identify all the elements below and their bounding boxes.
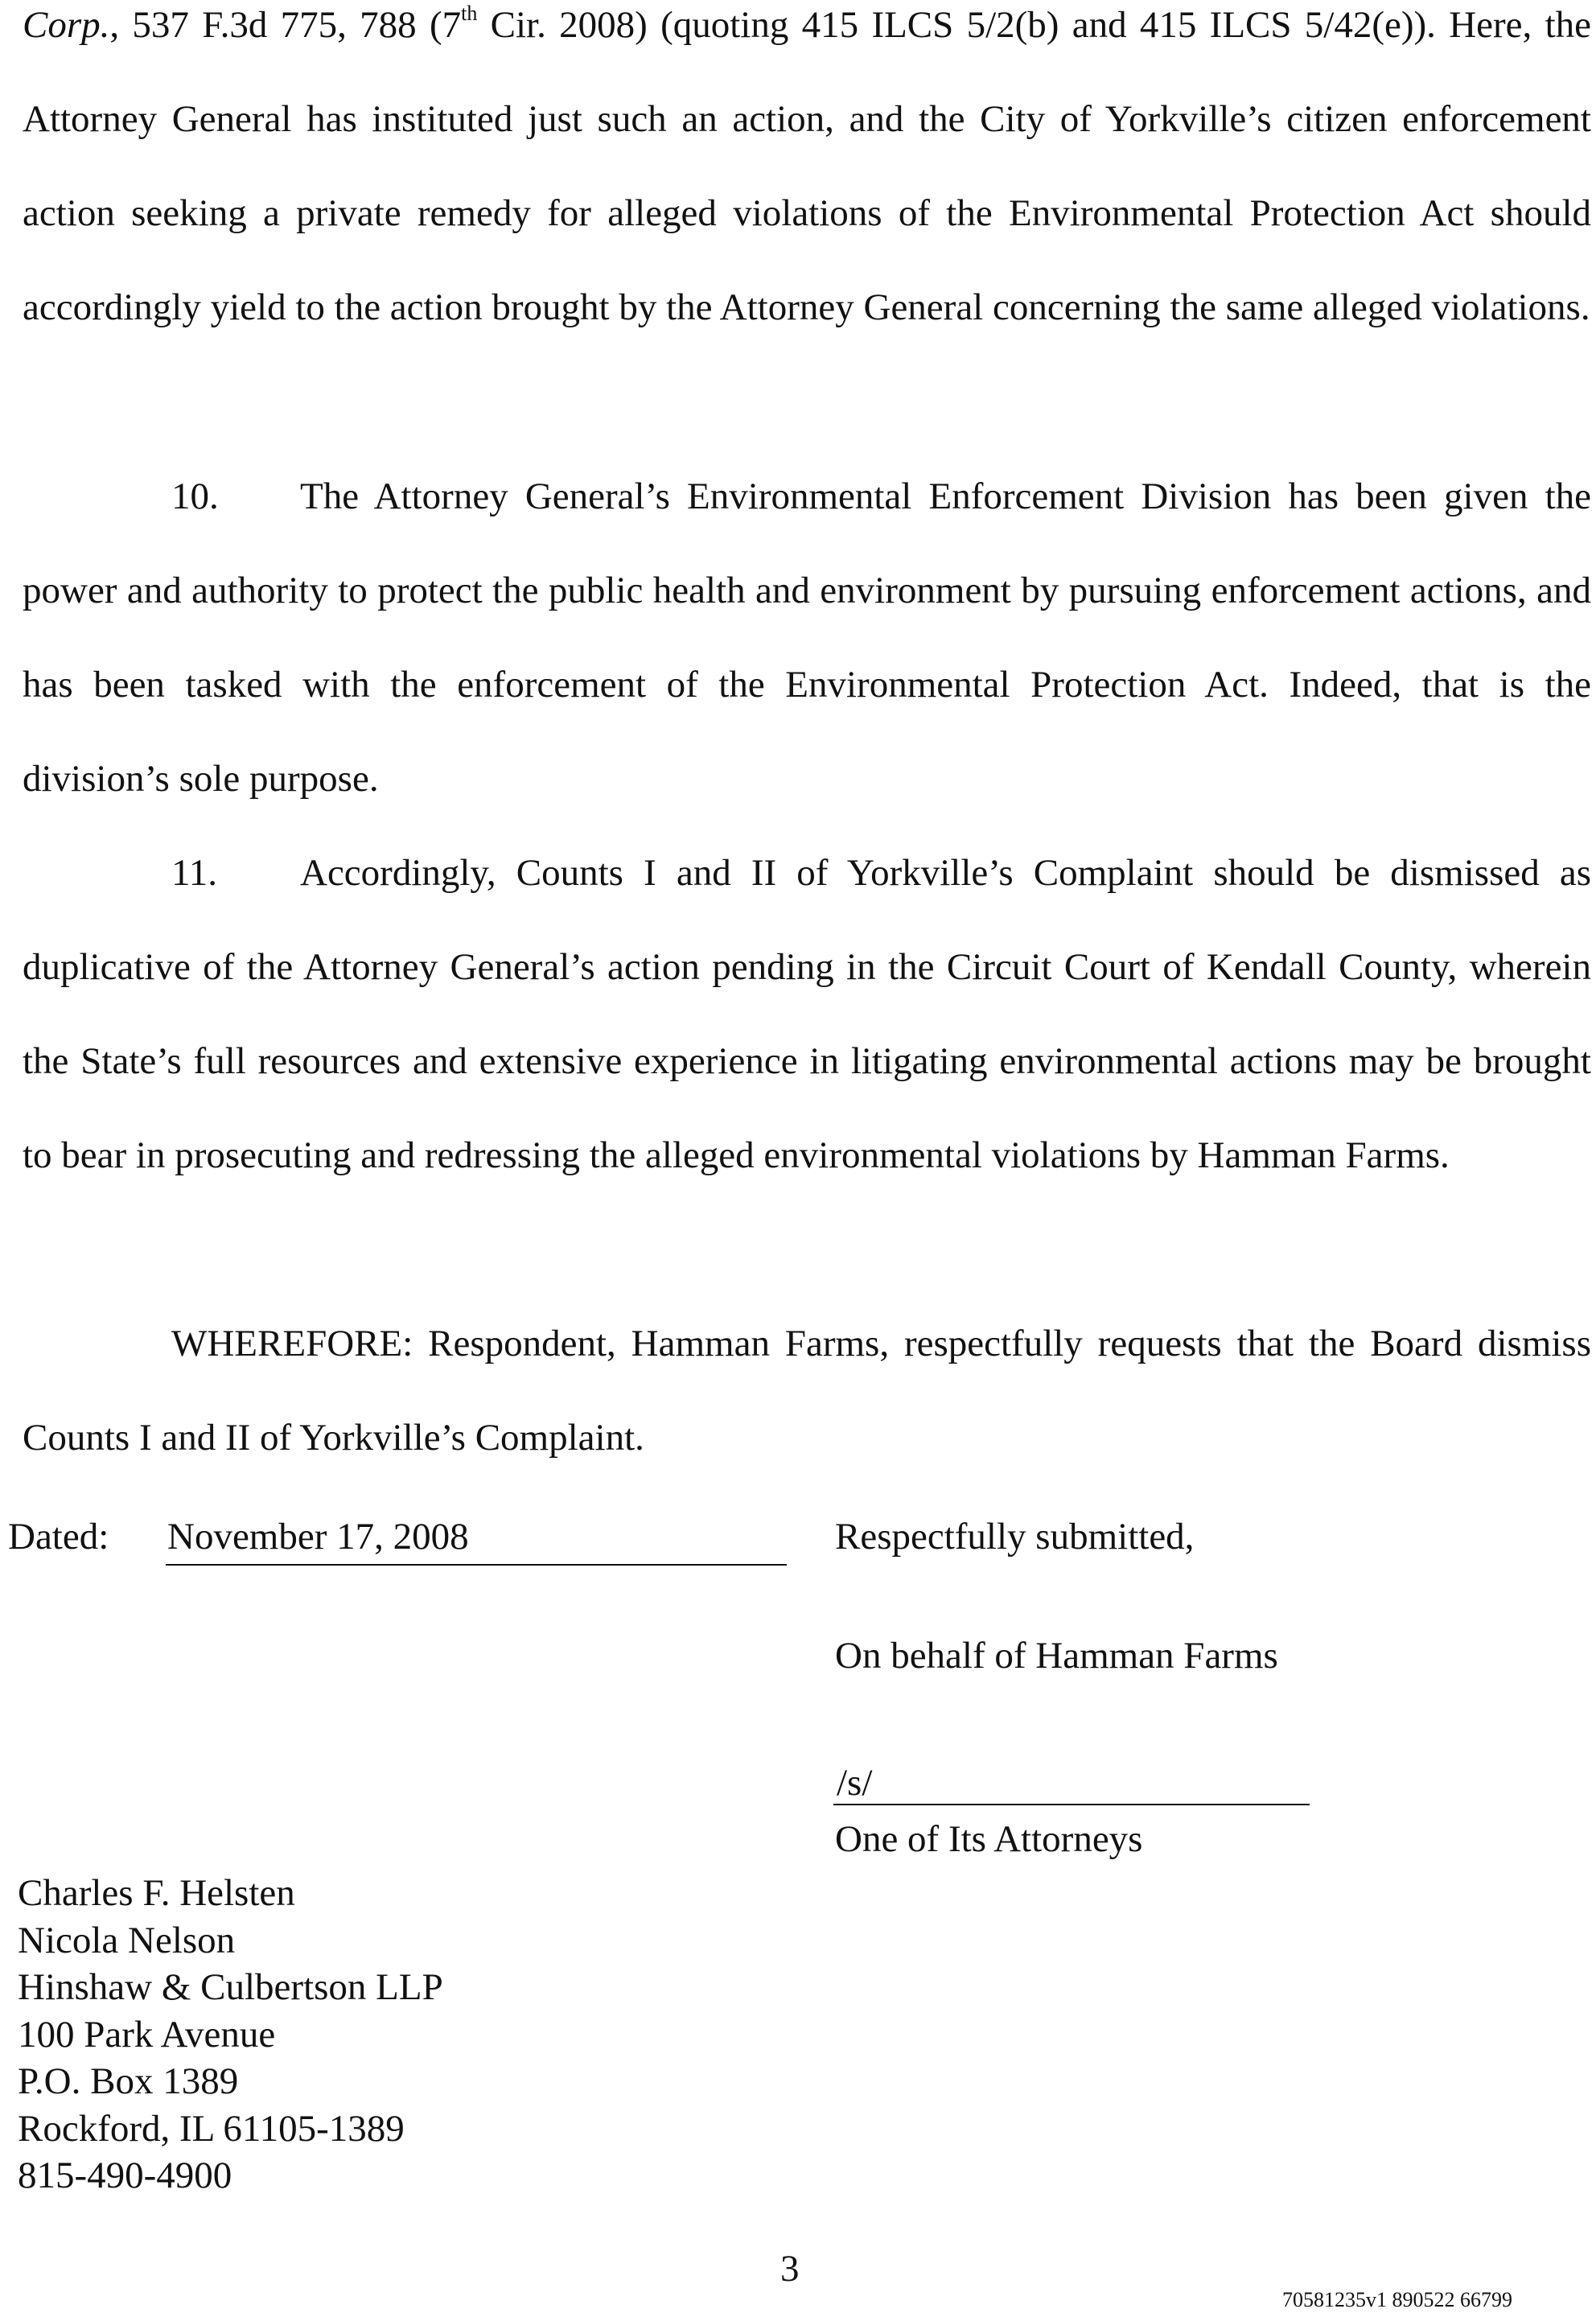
respectfully-submitted: Respectfully submitted,: [835, 1516, 1195, 1558]
citation-text: , 537 F.3d 775, 788 (7: [109, 4, 462, 46]
attorney-address-block: [18, 1870, 443, 2200]
wherefore-paragraph: WHEREFORE: Respondent, Hamman Farms, respectfully requests that the Board dismiss Counts I and II of Yorkville’s Complaint.: [23, 1323, 1591, 1459]
paragraph-11: [23, 826, 1591, 1203]
address-line: P.O. Box 1389: [18, 2060, 239, 2102]
dated-value: November 17, 2008: [167, 1516, 469, 1558]
paragraph-continuation: [23, 0, 1591, 355]
on-behalf-line: On behalf of Hamman Farms: [835, 1635, 1278, 1677]
dated-label: Dated:: [8, 1516, 109, 1558]
address-line: 100 Park Avenue: [18, 2013, 276, 2056]
paragraph-10: [23, 450, 1591, 826]
paragraph-number: 10.: [171, 475, 219, 517]
address-line: Rockford, IL 61105-1389: [18, 2107, 405, 2150]
address-line: Charles F. Helsten: [18, 1872, 295, 1914]
address-line: Hinshaw & Culbertson LLP: [18, 1966, 443, 2008]
address-line: Nicola Nelson: [18, 1919, 236, 1961]
address-line: 815-490-4900: [18, 2154, 232, 2196]
page-number: 3: [780, 2248, 800, 2290]
ordinal-superscript: th: [461, 2, 478, 26]
document-id: 70581235v1 890522 66799: [1282, 2288, 1512, 2311]
signature-mark: /s/: [837, 1762, 873, 1804]
one-of-its-attorneys: One of Its Attorneys: [835, 1818, 1143, 1860]
signature-line: [833, 1804, 1310, 1805]
dated-underline: [166, 1564, 787, 1566]
paragraph-number: 11.: [171, 852, 218, 894]
paragraph-text: Cir. 2008) (quoting 415 ILCS 5/2(b) and 415 ILCS 5/42(e)). Here, the Attorney General has instituted just such an action, and the City of Yorkville’s citizen enforcement action seeking a private remedy for alleged violations of the Environmental Protection Act should accordingly yield to the action brought by the Attorney General concerning the same alleged violations.: [23, 4, 1591, 328]
paragraph-text: Accordingly, Counts I and II of Yorkville’s Complaint should be dismissed as duplicative of the Attorney General’s action pending in the Circuit Court of Kendall County, wherein the State’s full resources and extensive experience in litigating environmental actions may be brought to bear in prosecuting and redressing the alleged environmental violations by Hamman Farms.: [23, 852, 1591, 1176]
case-citation-italic: Corp.: [23, 4, 110, 46]
paragraph-text: The Attorney General’s Environmental Enforcement Division has been given the power and authority to protect the public health and environment by pursuing enforcement actions, and has been tasked with the enforcement of the Environmental Protection Act. Indeed, that is the division’s sole purpose.: [23, 475, 1591, 800]
